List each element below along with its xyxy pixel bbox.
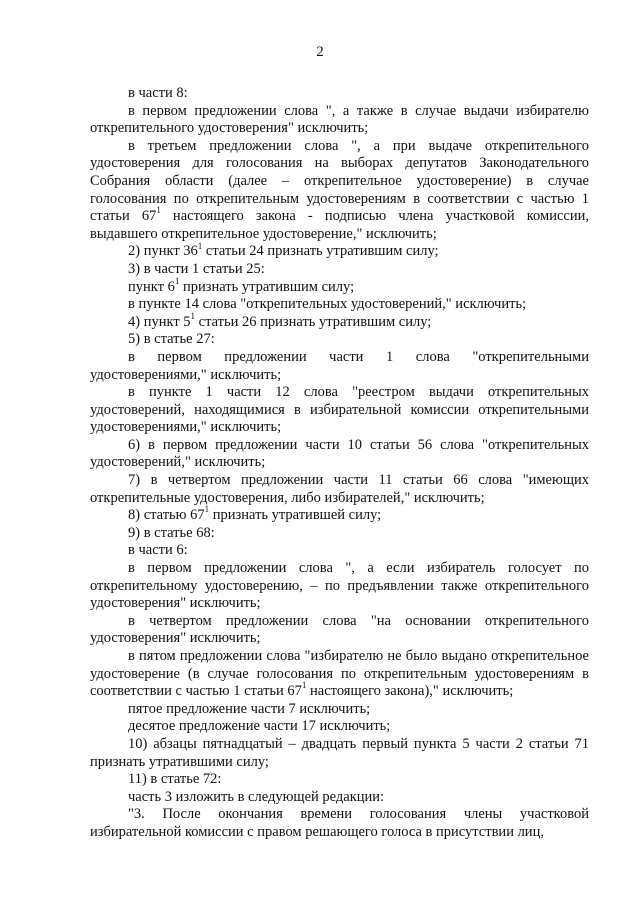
paragraph-text: в третьем предложении слова ", а при выдаче открепительного удостоверения для голосования на выборах депутатов Законодательного Собрания области (далее – открепительное удостоверение) в случае голосования по открепительным удостоверениям в соответствии с частью 1 статьи 67	[90, 137, 589, 225]
document-paragraph	[90, 310, 589, 332]
document-paragraph	[90, 384, 589, 437]
document-paragraph	[90, 560, 589, 613]
paragraph-text: в пункте 1 части 12 слова "реестром выдачи открепительных удостоверений, находящимися в избирательной комиссии открепительными удостоверениями," исключить;	[90, 384, 589, 436]
paragraph-text: 3) в части 1 статьи 25:	[128, 260, 265, 277]
paragraph-text: в первом предложении слова ", а если избиратель голосует по открепительному удостоверению, – по предъявлении также открепительного удостоверения" исключить;	[90, 560, 589, 612]
document-paragraph	[90, 542, 589, 560]
page-number: 2	[316, 44, 324, 60]
superscript-index: 1	[204, 504, 210, 515]
paragraph-text: 10) абзацы пятнадцатый – двадцать первый пункта 5 части 2 статьи 71 признать утратившими силу;	[90, 735, 589, 770]
paragraph-text: 8) статью 67	[128, 507, 205, 524]
superscript-index: 1	[156, 205, 161, 216]
document-paragraph	[90, 85, 589, 103]
superscript-index: 1	[190, 310, 196, 321]
document-paragraph	[90, 648, 589, 701]
paragraph-text: признать утратившим силу;	[179, 278, 355, 295]
superscript-index: 1	[301, 680, 307, 691]
document-paragraph	[90, 472, 589, 507]
paragraph-text: "3. После окончания времени голосования члены участковой избирательной комиссии с правом решающего голоса в присутствии лиц,	[90, 806, 589, 840]
document-paragraph	[90, 504, 589, 525]
document-paragraph	[90, 331, 589, 349]
paragraph-text: 5) в статье 27:	[128, 331, 215, 348]
document-paragraph	[90, 437, 589, 472]
document-paragraph	[90, 718, 589, 736]
document-paragraph	[90, 806, 589, 841]
paragraph-text: десятое предложение части 17 исключить;	[128, 718, 391, 735]
paragraph-text: в первом предложении слова ", а также в случае выдачи избирателю открепительного удостоверения" исключить;	[90, 102, 589, 137]
paragraph-text: в первом предложении части 1 слова "открепительными удостоверениями," исключить;	[90, 348, 589, 383]
paragraph-text: статьи 24 признать утратившим силу;	[202, 243, 439, 260]
paragraph-text: 4) пункт 5	[128, 313, 191, 330]
paragraph-text: в части 8:	[128, 85, 188, 101]
paragraph-text: пятое предложение части 7 исключить;	[128, 700, 371, 717]
document-paragraph	[90, 296, 589, 314]
document-paragraph	[90, 349, 589, 384]
paragraph-text: 6) в первом предложении части 10 статьи 56 слова "открепительных удостоверений," исключить;	[90, 436, 589, 471]
document-paragraph	[90, 736, 589, 771]
paragraph-text: 2) пункт 36	[128, 243, 198, 260]
document-paragraph	[90, 525, 589, 543]
document-paragraph	[90, 789, 589, 807]
paragraph-text: в четвертом предложении слова "на основании открепительного удостоверения" исключить;	[90, 612, 589, 647]
paragraph-text: признать утратившей силу;	[209, 507, 382, 524]
paragraph-text: 9) в статье 68:	[128, 524, 215, 541]
paragraph-text: настоящего закона - подписью члена участковой комиссии, выдавшего открепительное удостоверение," исключить;	[90, 208, 589, 242]
paragraph-text: в части 6:	[128, 542, 188, 559]
paragraph-text: статьи 26 признать утратившим силу;	[195, 313, 432, 330]
paragraph-text: часть 3 изложить в следующей редакции:	[128, 788, 385, 805]
paragraph-text: в пятом предложении слова "избирателю не было выдано открепительное удостоверение (в случае голосования по открепительным удостоверениям в соответствии с частью 1 статьи 67	[90, 648, 589, 700]
document-paragraph	[90, 613, 589, 648]
paragraph-text: 11) в статье 72:	[128, 771, 222, 788]
document-paragraph	[90, 261, 589, 279]
document-paragraph	[90, 240, 589, 261]
document-paragraph	[90, 771, 589, 789]
paragraph-text: настоящего закона)," исключить;	[306, 683, 514, 700]
document-paragraph	[90, 275, 589, 297]
paragraph-text: 7) в четвертом предложении части 11 статьи 66 слова "имеющих открепительные удостоверения, либо избирателей," исключить;	[90, 472, 589, 506]
document-body	[90, 85, 589, 842]
paragraph-text: пункт 6	[128, 278, 175, 295]
superscript-index: 1	[197, 240, 203, 251]
document-paragraph	[90, 103, 589, 138]
superscript-index: 1	[174, 275, 180, 286]
document-paragraph	[90, 701, 589, 719]
paragraph-text: в пункте 14 слова "открепительных удостоверений," исключить;	[128, 296, 527, 313]
document-paragraph	[90, 138, 589, 244]
